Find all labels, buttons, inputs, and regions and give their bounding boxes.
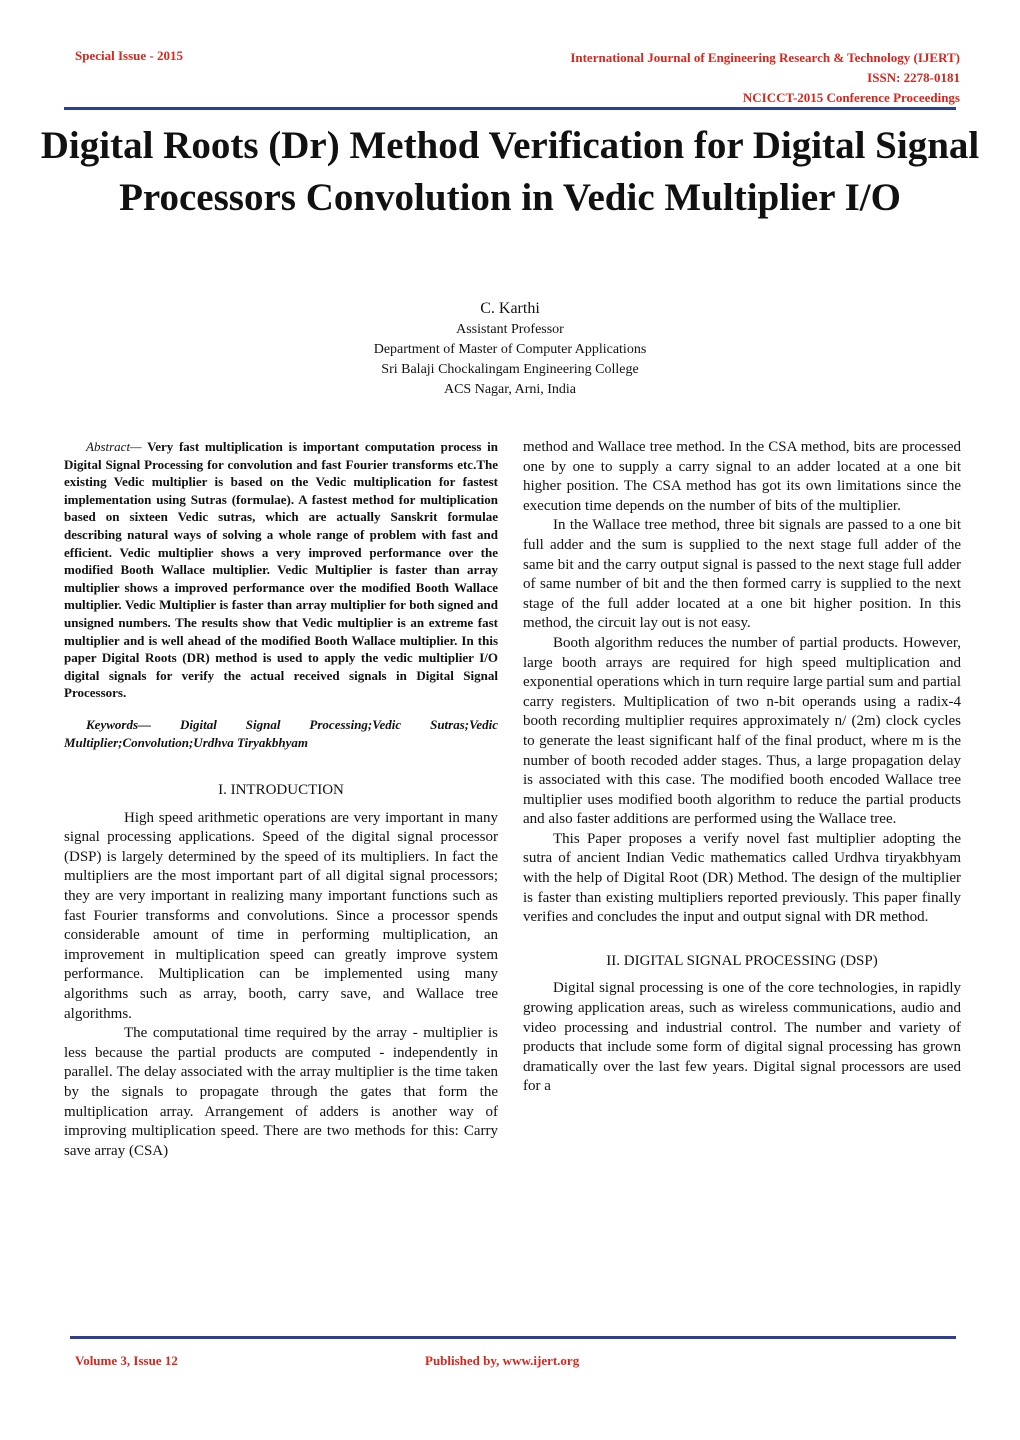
author-position: Assistant Professor xyxy=(456,322,564,337)
section-heading-dsp: II. DIGITAL SIGNAL PROCESSING (DSP) xyxy=(606,952,878,969)
section-heading-introduction: I. INTRODUCTION xyxy=(218,782,344,799)
intro-paragraph-3: method and Wallace tree method. In the CSA method, bits are processed one by one to supply a carry signal to an adder located at a one bit higher position. The CSA method has got its own limitations since the execution time depends on the number of bits of the multiplier. xyxy=(523,439,961,514)
author-location: ACS Nagar, Arni, India xyxy=(443,382,577,397)
abstract-label: Abstract— xyxy=(86,439,142,454)
footer-divider xyxy=(70,1336,956,1339)
author-block xyxy=(0,298,1020,400)
author-department: Department of Master of Computer Applications xyxy=(373,342,647,357)
header-special-issue: Special Issue - 2015 xyxy=(75,48,183,63)
dsp-paragraph-1: Digital signal processing is one of the core technologies, in rapidly growing application areas, such as wireless communications, audio and video processing and industrial control. The number and variety of products that include some form of digital signal processing has grown dramatically over the last few years. Digital signal processors are used for a xyxy=(523,980,961,1095)
intro-paragraph-5: Booth algorithm reduces the number of partial products. However, large booth arrays are required for high speed multiplication and exponential operations which in turn require large partial sum and partial carry registers. Multiplication of two n-bit operands using a radix-4 booth recording multiplier requires approximately n/ (2m) clock cycles to generate the least significant half of the final product, where m is the number of booth recoded adder stages. Thus, a large propagation delay is associated with this case. The modified booth encoded Wallace tree multiplier uses modified booth algorithm to reduce the partial products and also faster additions are performed using the Wallace tree. xyxy=(523,634,961,828)
footer-volume: Volume 3, Issue 12 xyxy=(75,1353,178,1368)
intro-paragraph-1: High speed arithmetic operations are very important in many signal processing applications. Speed of the digital signal processor (DSP) is largely determined by the speed of its multipliers. In fact the multipliers are the most important part of all digital signal processors; they are very important in realizing many important functions such as fast Fourier transforms and convolutions. Since a processor spends considerable amount of time in performing multiplication, an improvement in multiplication speed can greatly improve system performance. Multiplication can be implemented using many algorithms such as array, booth, carry save, and Wallace tree algorithms. xyxy=(64,809,498,1022)
intro-paragraph-4: In the Wallace tree method, three bit signals are passed to a one bit full adder and the sum is supplied to the next stage full adder of the same bit and the carry output signal is passed to the next stage full adder of same number of bit and the then formed carry is supplied to the next stage of the full adder located at a one bit higher position. In this method, the circuit lay out is not easy. xyxy=(523,517,961,632)
header-journal-info xyxy=(570,48,960,108)
keywords-text: Digital Signal Processing;Vedic Sutras;Vedic Multiplier;Convolution;Urdhva Tiryakbhyam xyxy=(64,716,498,750)
left-column xyxy=(64,438,498,1161)
header-journal-name: International Journal of Engineering Research & Technology (IJERT) xyxy=(570,50,960,65)
keywords xyxy=(64,716,498,751)
intro-paragraph-2: The computational time required by the array - multiplier is less because the partial products are computed - independently in parallel. The delay associated with the array multiplier is the time taken by the signals to propagate through the gates that form the multiplication array. Arrangement of adders is another way of improving multiplication speed. There are two methods for this: Carry save array (CSA) xyxy=(64,1025,498,1159)
intro-paragraph-6: This Paper proposes a verify novel fast multiplier adopting the sutra of ancient Indian Vedic mathematics called Urdhva tiryakbhyam with the help of Digital Root (DR) Method. The design of the multiplier is faster than existing multipliers reported previously. This paper finally verifies and concludes the input and output signal with DR method. xyxy=(523,830,961,926)
author-college: Sri Balaji Chockalingam Engineering College xyxy=(381,362,639,377)
abstract xyxy=(64,438,498,702)
header-issn: ISSN: 2278-0181 xyxy=(867,70,960,85)
header-proceedings: NCICCT-2015 Conference Proceedings xyxy=(742,90,960,105)
abstract-text: Very fast multiplication is important computation process in Digital Signal Processing for convolution and fast Fourier transforms etc.The existing Vedic multiplier is based on the Vedic multiplication for fastest implementation using Sutras (formulae). A fastest method for multiplication based on sixteen Vedic sutras, which are actually Sanskrit formulae describing natural ways of solving a whole range of problem with fast and efficient. Vedic multiplier shows a very improved performance over the modified Booth Wallace multiplier. Vedic Multiplier is faster than array multiplier shows a improved performance over the modified Booth Wallace multiplier. Vedic Multiplier is faster than array multiplier for both signed and unsigned numbers. The results show that Vedic multiplier is an extreme fast multiplier and is well ahead of the modified Booth Wallace multiplier. In this paper Digital Roots (DR) method is used to apply the vedic multiplier I/O digital signals for verify the actual received signals in Digital Signal Processors. xyxy=(64,439,498,701)
paper-title: Digital Roots (Dr) Method Verification for Digital Signal Processors Convolution in Vedic Multiplier I/O xyxy=(40,124,980,219)
keywords-label: Keywords— xyxy=(86,716,151,732)
author-name: C. Karthi xyxy=(480,300,540,317)
footer-publisher: Published by, www.ijert.org xyxy=(425,1353,580,1368)
header-divider xyxy=(64,107,956,110)
right-column xyxy=(523,438,961,1097)
